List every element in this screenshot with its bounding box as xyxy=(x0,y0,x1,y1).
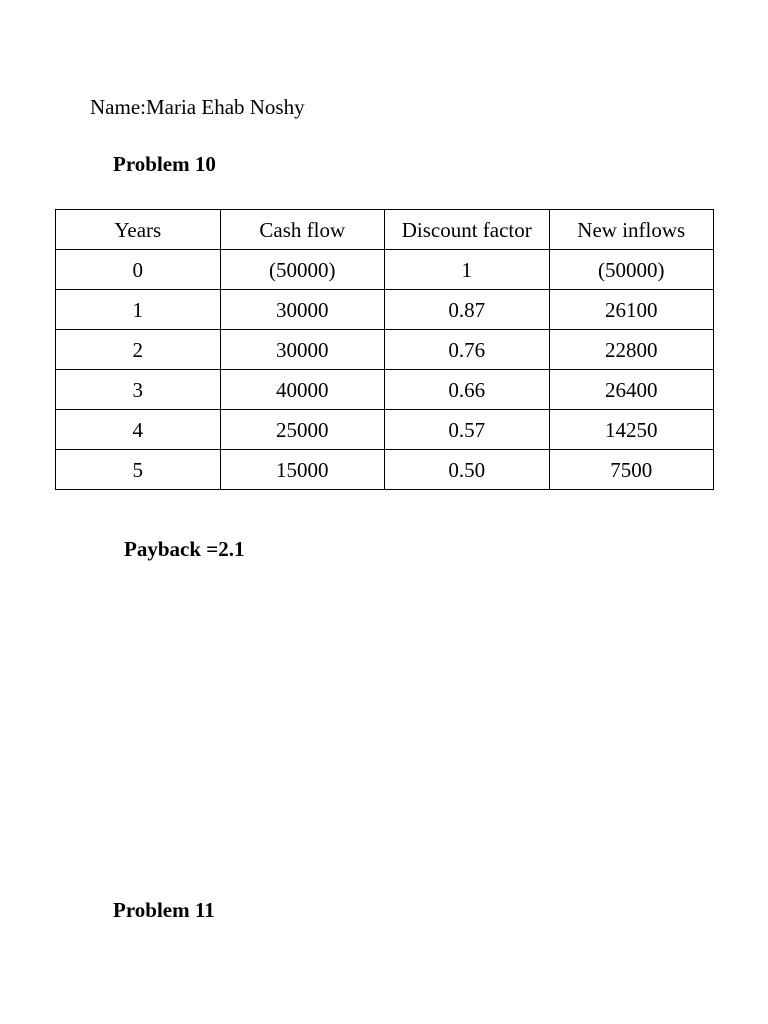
table-row xyxy=(56,330,714,370)
header-new-inflows: New inflows xyxy=(549,210,714,250)
cell-new-inflows: (50000) xyxy=(549,250,714,290)
cell-cash-flow: (50000) xyxy=(220,250,385,290)
cell-cash-flow: 15000 xyxy=(220,450,385,490)
payback-result: Payback =2.1 xyxy=(124,537,245,561)
table-row xyxy=(56,290,714,330)
table-row xyxy=(56,250,714,290)
cell-year: 2 xyxy=(56,330,221,370)
student-name: Name:Maria Ehab Noshy xyxy=(90,95,305,119)
table-row xyxy=(56,450,714,490)
header-cash-flow: Cash flow xyxy=(220,210,385,250)
cell-new-inflows: 26400 xyxy=(549,370,714,410)
cell-new-inflows: 14250 xyxy=(549,410,714,450)
cell-year: 3 xyxy=(56,370,221,410)
cell-discount-factor: 0.87 xyxy=(385,290,550,330)
cell-year: 5 xyxy=(56,450,221,490)
cell-discount-factor: 0.76 xyxy=(385,330,550,370)
cell-cash-flow: 40000 xyxy=(220,370,385,410)
cell-year: 0 xyxy=(56,250,221,290)
header-years: Years xyxy=(56,210,221,250)
cell-discount-factor: 1 xyxy=(385,250,550,290)
cell-year: 4 xyxy=(56,410,221,450)
cell-new-inflows: 22800 xyxy=(549,330,714,370)
cell-discount-factor: 0.66 xyxy=(385,370,550,410)
cell-new-inflows: 7500 xyxy=(549,450,714,490)
table-row xyxy=(56,370,714,410)
cell-cash-flow: 30000 xyxy=(220,290,385,330)
cell-discount-factor: 0.57 xyxy=(385,410,550,450)
problem-11-heading: Problem 11 xyxy=(113,898,215,922)
cash-flow-table xyxy=(55,209,714,490)
problem-10-heading: Problem 10 xyxy=(113,152,216,176)
table-row xyxy=(56,410,714,450)
header-discount-factor: Discount factor xyxy=(385,210,550,250)
cell-new-inflows: 26100 xyxy=(549,290,714,330)
cell-cash-flow: 30000 xyxy=(220,330,385,370)
cell-discount-factor: 0.50 xyxy=(385,450,550,490)
cell-year: 1 xyxy=(56,290,221,330)
cell-cash-flow: 25000 xyxy=(220,410,385,450)
table-header-row xyxy=(56,210,714,250)
